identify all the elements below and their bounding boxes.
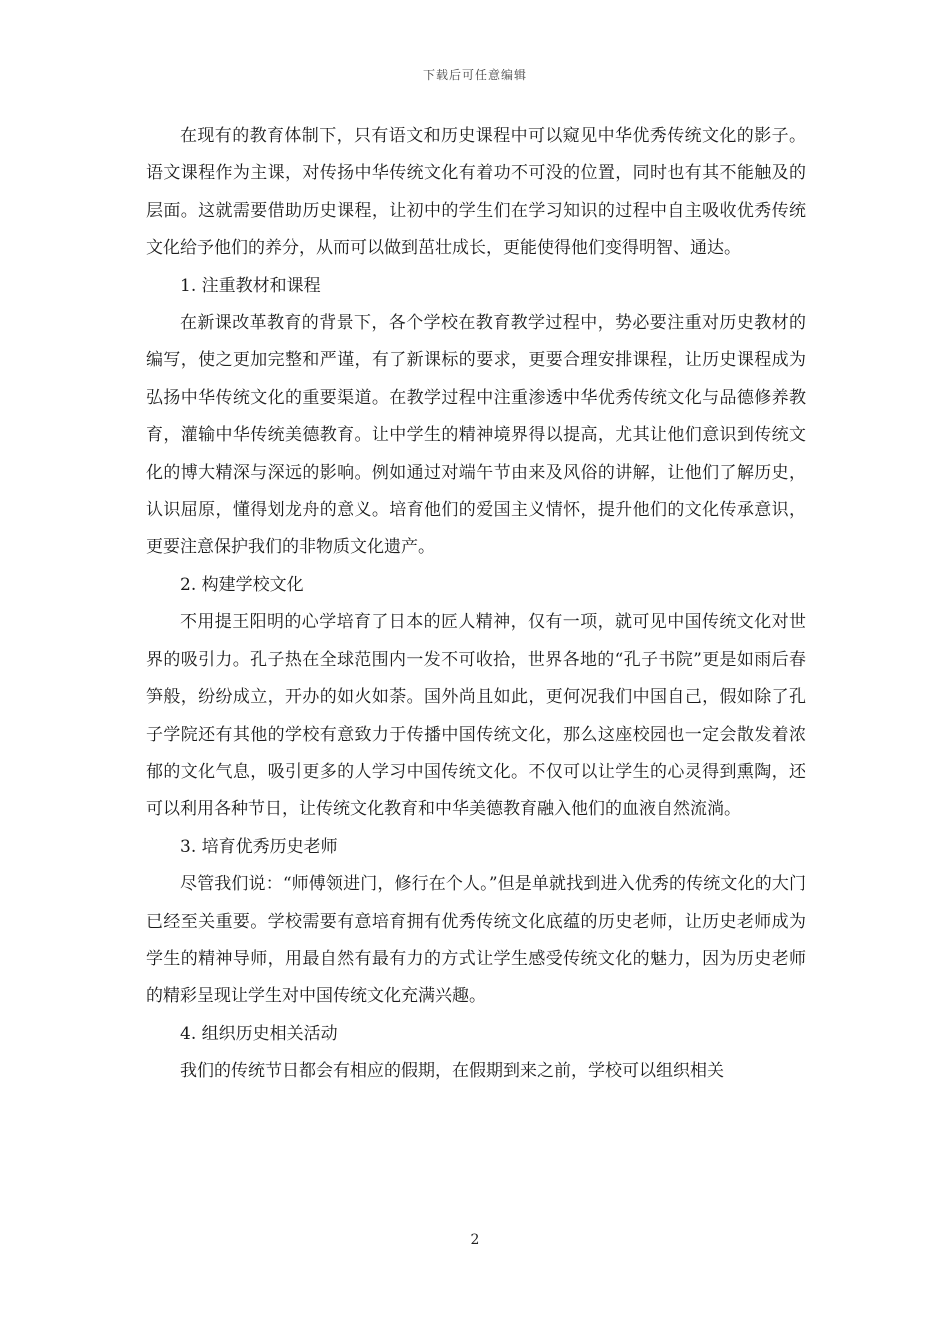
section-paragraph-1: 在新课改革教育的背景下，各个学校在教育教学过程中，势必要注重对历史教材的编写，使之更加完整和严谨，有了新课标的要求，更要合理安排课程，让历史课程成为弘扬中华传统文化的重要渠道。在教学过程中注重渗透中华优秀传统文化与品德修养教育，灌输中华传统美德教育。让中学生的精神境界得以提高，尤其让他们意识到传统文化的博大精深与深远的影响。例如通过对端午节由来及风俗的讲解，让他们了解历史，认识屈原，懂得划龙舟的意义。培育他们的爱国主义情怀，提升他们的文化传承意识，更要注意保护我们的非物质文化遗产。 [146,313,806,558]
section-heading-2: 2. 构建学校文化 [180,574,304,595]
section-heading-1: 1. 注重教材和课程 [180,275,321,296]
section-heading-3: 3. 培育优秀历史老师 [180,836,338,857]
intro-paragraph: 在现有的教育体制下，只有语文和历史课程中可以窥见中华优秀传统文化的影子。语文课程作为主课，对传扬中华传统文化有着功不可没的位置，同时也有其不能触及的层面。这就需要借助历史课程，让初中的学生们在学习知识的过程中自主吸收优秀传统文化给予他们的养分，从而可以做到茁壮成长，更能使得他们变得明智、通达。 [146,126,806,259]
document-body [146,118,806,1091]
page-header: 下载后可任意编辑 [422,68,527,82]
section-paragraph-4: 我们的传统节日都会有相应的假期，在假期到来之前，学校可以组织相关 [180,1061,724,1082]
section-paragraph-2: 不用提王阳明的心学培育了日本的匠人精神，仅有一项，就可见中国传统文化对世界的吸引力。孔子热在全球范围内一发不可收拾，世界各地的“孔子书院”更是如雨后春笋般，纷纷成立，开办的如火如荼。国外尚且如此，更何况我们中国自己，假如除了孔子学院还有其他的学校有意致力于传播中国传统文化，那么这座校园也一定会散发着浓郁的文化气息，吸引更多的人学习中国传统文化。不仅可以让学生的心灵得到熏陶，还可以利用各种节日，让传统文化教育和中华美德教育融入他们的血液自然流淌。 [146,612,806,820]
page-number: 2 [470,1232,480,1248]
section-paragraph-3: 尽管我们说：“师傅领进门，修行在个人。”但是单就找到进入优秀的传统文化的大门已经至关重要。学校需要有意培育拥有优秀传统文化底蕴的历史老师，让历史老师成为学生的精神导师，用最自然有最有力的方式让学生感受传统文化的魅力，因为历史老师的精彩呈现让学生对中国传统文化充满兴趣。 [146,874,806,1007]
section-heading-4: 4. 组织历史相关活动 [180,1023,338,1044]
